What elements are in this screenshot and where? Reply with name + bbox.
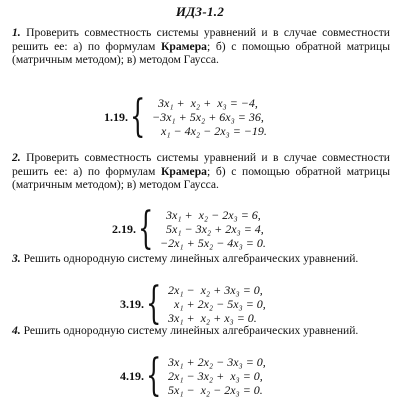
task-1-text-b: ; б) с помощью обратной матрицы (матричным методом); в) методом Гаусса. bbox=[12, 39, 391, 67]
system-2-19 bbox=[112, 203, 266, 254]
task-4-text bbox=[12, 324, 390, 338]
task-2-number: 2. bbox=[12, 151, 21, 164]
system-1-label: 1.19. bbox=[104, 109, 128, 124]
system-1-brace: { bbox=[130, 91, 146, 142]
system-3-eq-3: 3x₁ + x₂ + x₃ = 0. bbox=[168, 311, 257, 325]
system-2-eq-3: −2x₁ + 5x₂ − 4x₃ = 0. bbox=[160, 236, 266, 250]
task-3-text bbox=[12, 252, 390, 266]
task-1-number: 1. bbox=[12, 26, 21, 39]
task-4-number: 4. bbox=[12, 324, 21, 337]
system-4-19 bbox=[120, 350, 266, 401]
page-title: ИДЗ-1.2 bbox=[175, 4, 225, 19]
task-3-text-body: Решить однородную систему линейных алгебраических уравнений. bbox=[20, 252, 359, 265]
task-2-bold-cramer: Крамера bbox=[161, 164, 207, 178]
system-3-19 bbox=[120, 278, 266, 329]
system-4-equations bbox=[168, 355, 266, 397]
system-4-eq-3: 5x₁ − x₂ − 2x₃ = 0. bbox=[168, 383, 263, 397]
system-3-eq-1: 2x₁ − x₂ + 3x₃ = 0, bbox=[168, 283, 263, 297]
system-1-eq-1: 3x₁ + x₂ + x₃ = −4, bbox=[152, 96, 258, 110]
system-3-eq-2: x₁ + 2x₂ − 5x₃ = 0, bbox=[168, 297, 266, 311]
task-1-bold-cramer: Крамера bbox=[161, 39, 207, 53]
system-3-label: 3.19. bbox=[120, 296, 144, 311]
system-1-eq-2: −3x₁ + 5x₂ + 6x₃ = 36, bbox=[152, 110, 264, 124]
system-4-eq-1: 3x₁ + 2x₂ − 3x₃ = 0, bbox=[168, 355, 266, 369]
system-1-equations bbox=[152, 96, 267, 138]
task-1-text bbox=[12, 26, 390, 67]
system-2-eq-1: 3x₁ + x₂ − 2x₃ = 6, bbox=[160, 208, 261, 222]
system-2-label: 2.19. bbox=[112, 221, 136, 236]
system-4-label: 4.19. bbox=[120, 368, 144, 383]
system-2-eq-2: 5x₁ − 3x₂ + 2x₃ = 4, bbox=[160, 222, 264, 236]
system-1-eq-3: x₁ − 4x₂ − 2x₃ = −19. bbox=[152, 124, 267, 138]
system-2-equations bbox=[160, 208, 266, 250]
system-1-19 bbox=[104, 91, 267, 142]
task-2-text bbox=[12, 151, 390, 192]
system-2-brace: { bbox=[138, 203, 154, 254]
system-3-brace: { bbox=[146, 278, 162, 329]
system-3-equations bbox=[168, 283, 266, 325]
task-4-text-body: Решить однородную систему линейных алгебраических уравнений. bbox=[20, 324, 359, 337]
system-4-brace: { bbox=[146, 350, 162, 401]
task-1-text-a: Проверить совместность системы уравнений и в случае совместности решить ее: а) по формулам bbox=[12, 26, 390, 53]
task-2-text-a: Проверить совместность системы уравнений и в случае совместности решить ее: а) по формулам bbox=[12, 151, 390, 178]
task-3-number: 3. bbox=[12, 252, 21, 265]
task-2-text-b: ; б) с помощью обратной матрицы (матричным методом); в) методом Гаусса. bbox=[12, 164, 391, 192]
system-4-eq-2: 2x₁ − 3x₂ + x₃ = 0, bbox=[168, 369, 263, 383]
